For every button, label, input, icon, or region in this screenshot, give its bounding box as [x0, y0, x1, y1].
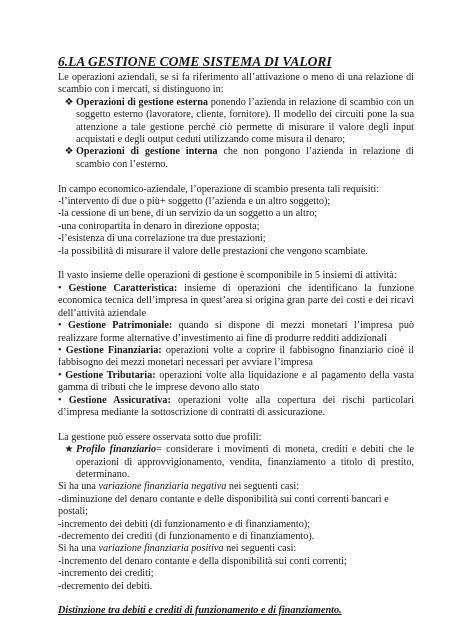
- final-heading: Distinzione tra debiti e crediti di funzionamento e di finanziamento.: [58, 605, 342, 617]
- checkmark-diamond-icon: ❖: [64, 146, 74, 158]
- set-item-assicurativa: • Gestione Assicurativa: operazioni volte alla copertura dei rischi particolari d’impresa mediante la sottoscrizione di contratti di assicurazione.: [58, 394, 415, 418]
- negative-intro: Si ha una variazione finanziaria negativa nei seguenti casi:: [58, 481, 300, 493]
- requirement-item: -la cessione di un bene, di un servizio da un soggetto a un altro;: [58, 208, 318, 220]
- set-item-patrimoniale: • Gestione Patrimoniale: quando si dispone di mezzi monetari l’impresa può realizzare forme alternative d’investimento ai fine di produrre redditi addizionali: [58, 320, 415, 344]
- requirement-item: -l’intervento di due o più+ soggetto (l’azienda e un altro soggetto);: [58, 196, 331, 208]
- star-icon: ★: [64, 444, 74, 456]
- sets-intro: Il vasto insieme delle operazioni di gestione è scomponibile in 5 insiemi di attività:: [58, 270, 397, 282]
- negative-item: -decremento dei crediti (di funzionamento e di finanziamento).: [58, 530, 315, 542]
- checkmark-diamond-icon: ❖: [64, 96, 74, 108]
- section-title: 6.LA GESTIONE COME SISTEMA DI VALORI: [58, 54, 332, 69]
- intro-paragraph: Le operazioni aziendali, se si fa riferimento all’attivazione o meno di una relazione di scambio con i mercati, si distinguono in:: [58, 72, 414, 96]
- op-text: che non pongono l’azienda in relazione di scambio con l’esterno.: [76, 146, 414, 170]
- positive-intro: Si ha una variazione finanziaria positiva nei seguenti casi:: [58, 543, 297, 555]
- profile-text: = considerare i movimenti di moneta, crediti e debiti che le operazioni di approvvigionamento, vendita, finanziamento a titolo di prestito, determinano.: [76, 444, 414, 480]
- requirement-item: -l’esistenza di una correlazione tra due prestazioni;: [58, 233, 266, 245]
- negative-item: -diminuzione del denaro contante e delle disponibilità sui conti correnti bancari e postali;: [58, 493, 389, 518]
- set-item-finanziaria: • Gestione Finanziaria: operazioni volte a coprire il fabbisogno finanziario cioè il fabbisogno dei mezzi monetari necessari per avviare l’impresa: [58, 344, 414, 369]
- positive-item: -incremento dei crediti;: [58, 568, 154, 580]
- requirement-item: -una contropartita in denaro in direzione opposta;: [58, 220, 260, 232]
- list-item-profile: [58, 444, 414, 481]
- list-item-op-internal: [58, 146, 414, 171]
- positive-item: -incremento del denaro contante e della disponibilità sui conti correnti;: [58, 555, 347, 567]
- positive-item: -decremento dei debiti.: [58, 580, 153, 592]
- negative-item: -incremento dei debiti (di funzionamento e di finanziamento);: [58, 518, 311, 530]
- profiles-intro: La gestione può essere osservata sotto due profili:: [58, 431, 262, 443]
- op-label: Operazioni di gestione esterna: [76, 96, 209, 108]
- op-text: ponendo l’azienda in relazione di scambio con un soggetto esterno (lavoratore, cliente, fornitore). Il modello dei circuiti pone la sua attenzione a tale gestione perché ciò permette di misurare il valore degli input acquistati e degli output ceduti utilizzando come misura il denaro;: [76, 96, 414, 146]
- requirements-intro: In campo economico-aziendale, l’operazione di scambio presenta tali requisiti:: [58, 183, 380, 195]
- set-item-caratteristica: • Gestione Caratteristica: insieme di operazioni che identificano la funzione economica tecnica dell’impresa in quest’area si origina gran parte dei costi e dei ricavi dell’attività aziendale: [58, 282, 415, 319]
- op-label: Operazioni di gestione interna: [76, 146, 218, 158]
- list-item-op-external: [58, 97, 414, 147]
- set-item-tributaria: • Gestione Tributaria: operazioni volte alla liquidazione e al pagamento della vasta gamma di tributi che le imprese devono allo stato: [58, 369, 414, 394]
- profile-label: Profilo finanziario: [76, 444, 157, 456]
- requirement-item: -la possibilità di misurare il valore delle prestazioni che vengono scambiate.: [58, 245, 368, 257]
